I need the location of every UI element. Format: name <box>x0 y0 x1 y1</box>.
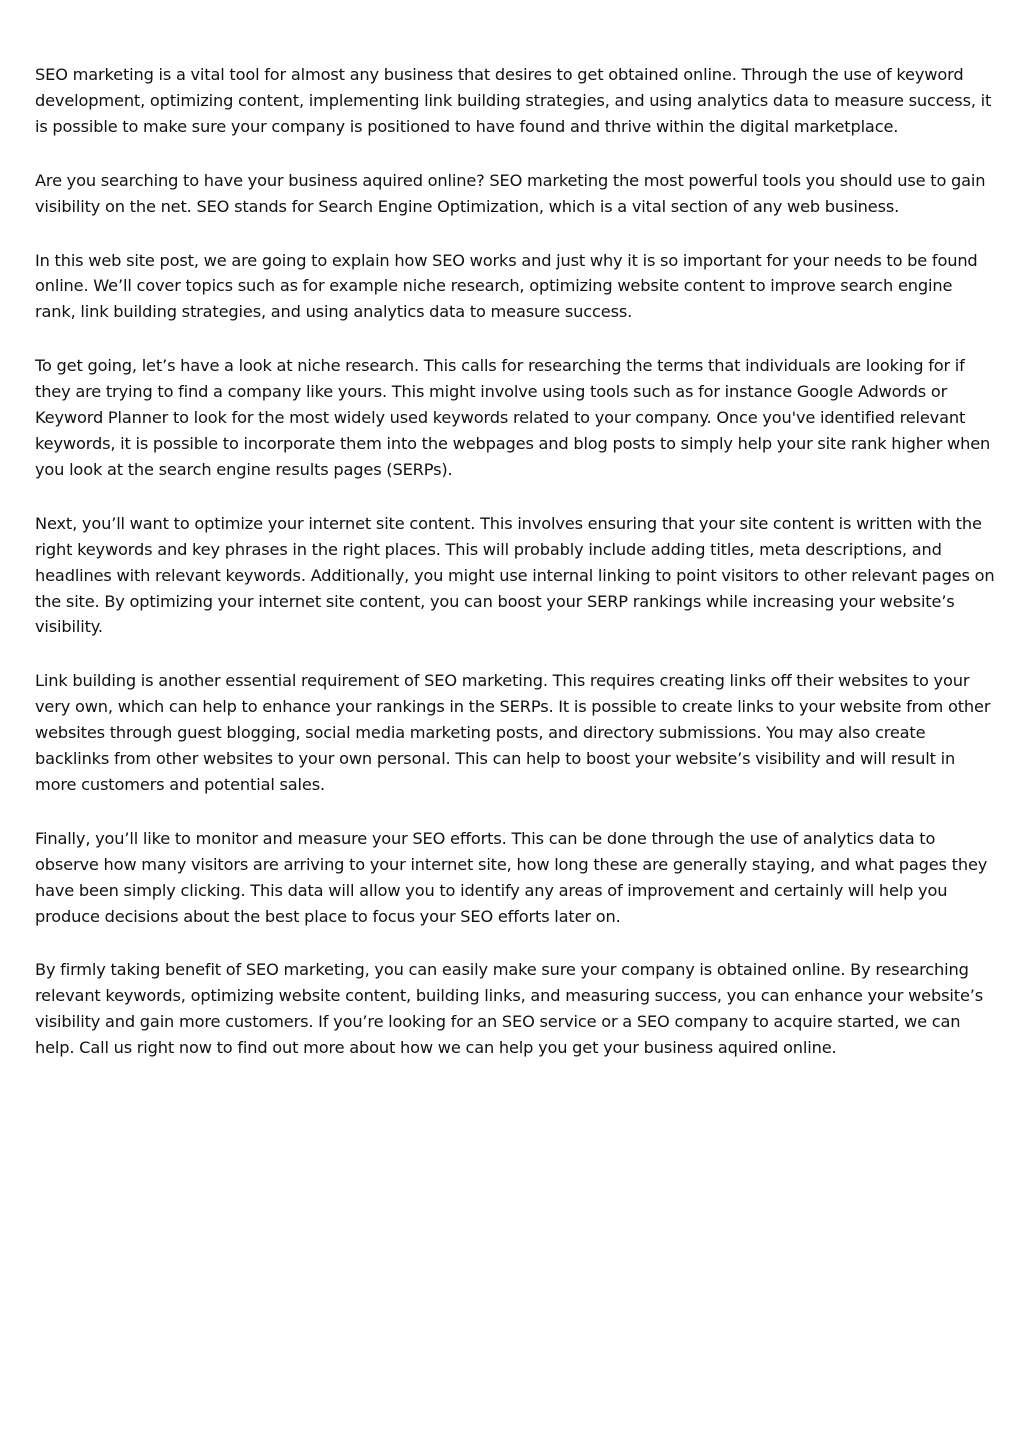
paragraph-1: SEO marketing is a vital tool for almost any business that desires to get obtained online. Through the use of keyword development, optimizing content, implementing link building strategies, and using analytics data to measure success, it is possible to make sure your company is positioned to have found and thrive within the digital marketplace. <box>35 65 992 136</box>
article-body <box>35 62 995 1089</box>
paragraph-2: Are you searching to have your business aquired online? SEO marketing the most powerful tools you should use to gain visibility on the net. SEO stands for Search Engine Optimization, which is a vital section of any web business. <box>35 170 986 216</box>
paragraph-6: Link building is another essential requirement of SEO marketing. This requires creating links off their websites to your very own, which can help to enhance your rankings in the SERPs. It is possible to create links to your website from other websites through guest blogging, social media marketing posts, and directory submissions. You may also create backlinks from other websites to your own personal. This can help to boost your website’s visibility and will result in more customers and potential sales. <box>35 671 991 794</box>
paragraph-3: In this web site post, we are going to explain how SEO works and just why it is so important for your needs to be found online. We’ll cover topics such as for example niche research, optimizing website content to improve search engine rank, link building strategies, and using analytics data to measure success. <box>35 250 978 322</box>
paragraph-8: By firmly taking benefit of SEO marketing, you can easily make sure your company is obtained online. By researching relevant keywords, optimizing website content, building links, and measuring success, you can enhance your website’s visibility and gain more customers. If you’re looking for an SEO service or a SEO company to acquire started, we can help. Call us right now to find out more about how we can help you get your business aquired online. <box>35 960 984 1058</box>
paragraph-7: Finally, you’ll like to monitor and measure your SEO efforts. This can be done through the use of analytics data to observe how many visitors are arriving to your internet site, how long these are generally staying, and what pages they have been simply clicking. This data will allow you to identify any areas of improvement and certainly will help you produce decisions about the best place to focus your SEO efforts later on. <box>35 828 988 926</box>
paragraph-5: Next, you’ll want to optimize your internet site content. This involves ensuring that your site content is written with the right keywords and key phrases in the right places. This will probably include adding titles, meta descriptions, and headlines with relevant keywords. Additionally, you might use internal linking to point visitors to other relevant pages on the site. By optimizing your internet site content, you can boost your SERP rankings while increasing your website’s visibility. <box>35 513 995 637</box>
paragraph-4: To get going, let’s have a look at niche research. This calls for researching the terms that individuals are looking for if they are trying to find a company like yours. This might involve using tools such as for instance Google Adwords or Keyword Planner to look for the most widely used keywords related to your company. Once you've identified relevant keywords, it is possible to incorporate them into the webpages and blog posts to simply help your site rank higher when you look at the search engine results pages (SERPs). <box>35 356 991 479</box>
